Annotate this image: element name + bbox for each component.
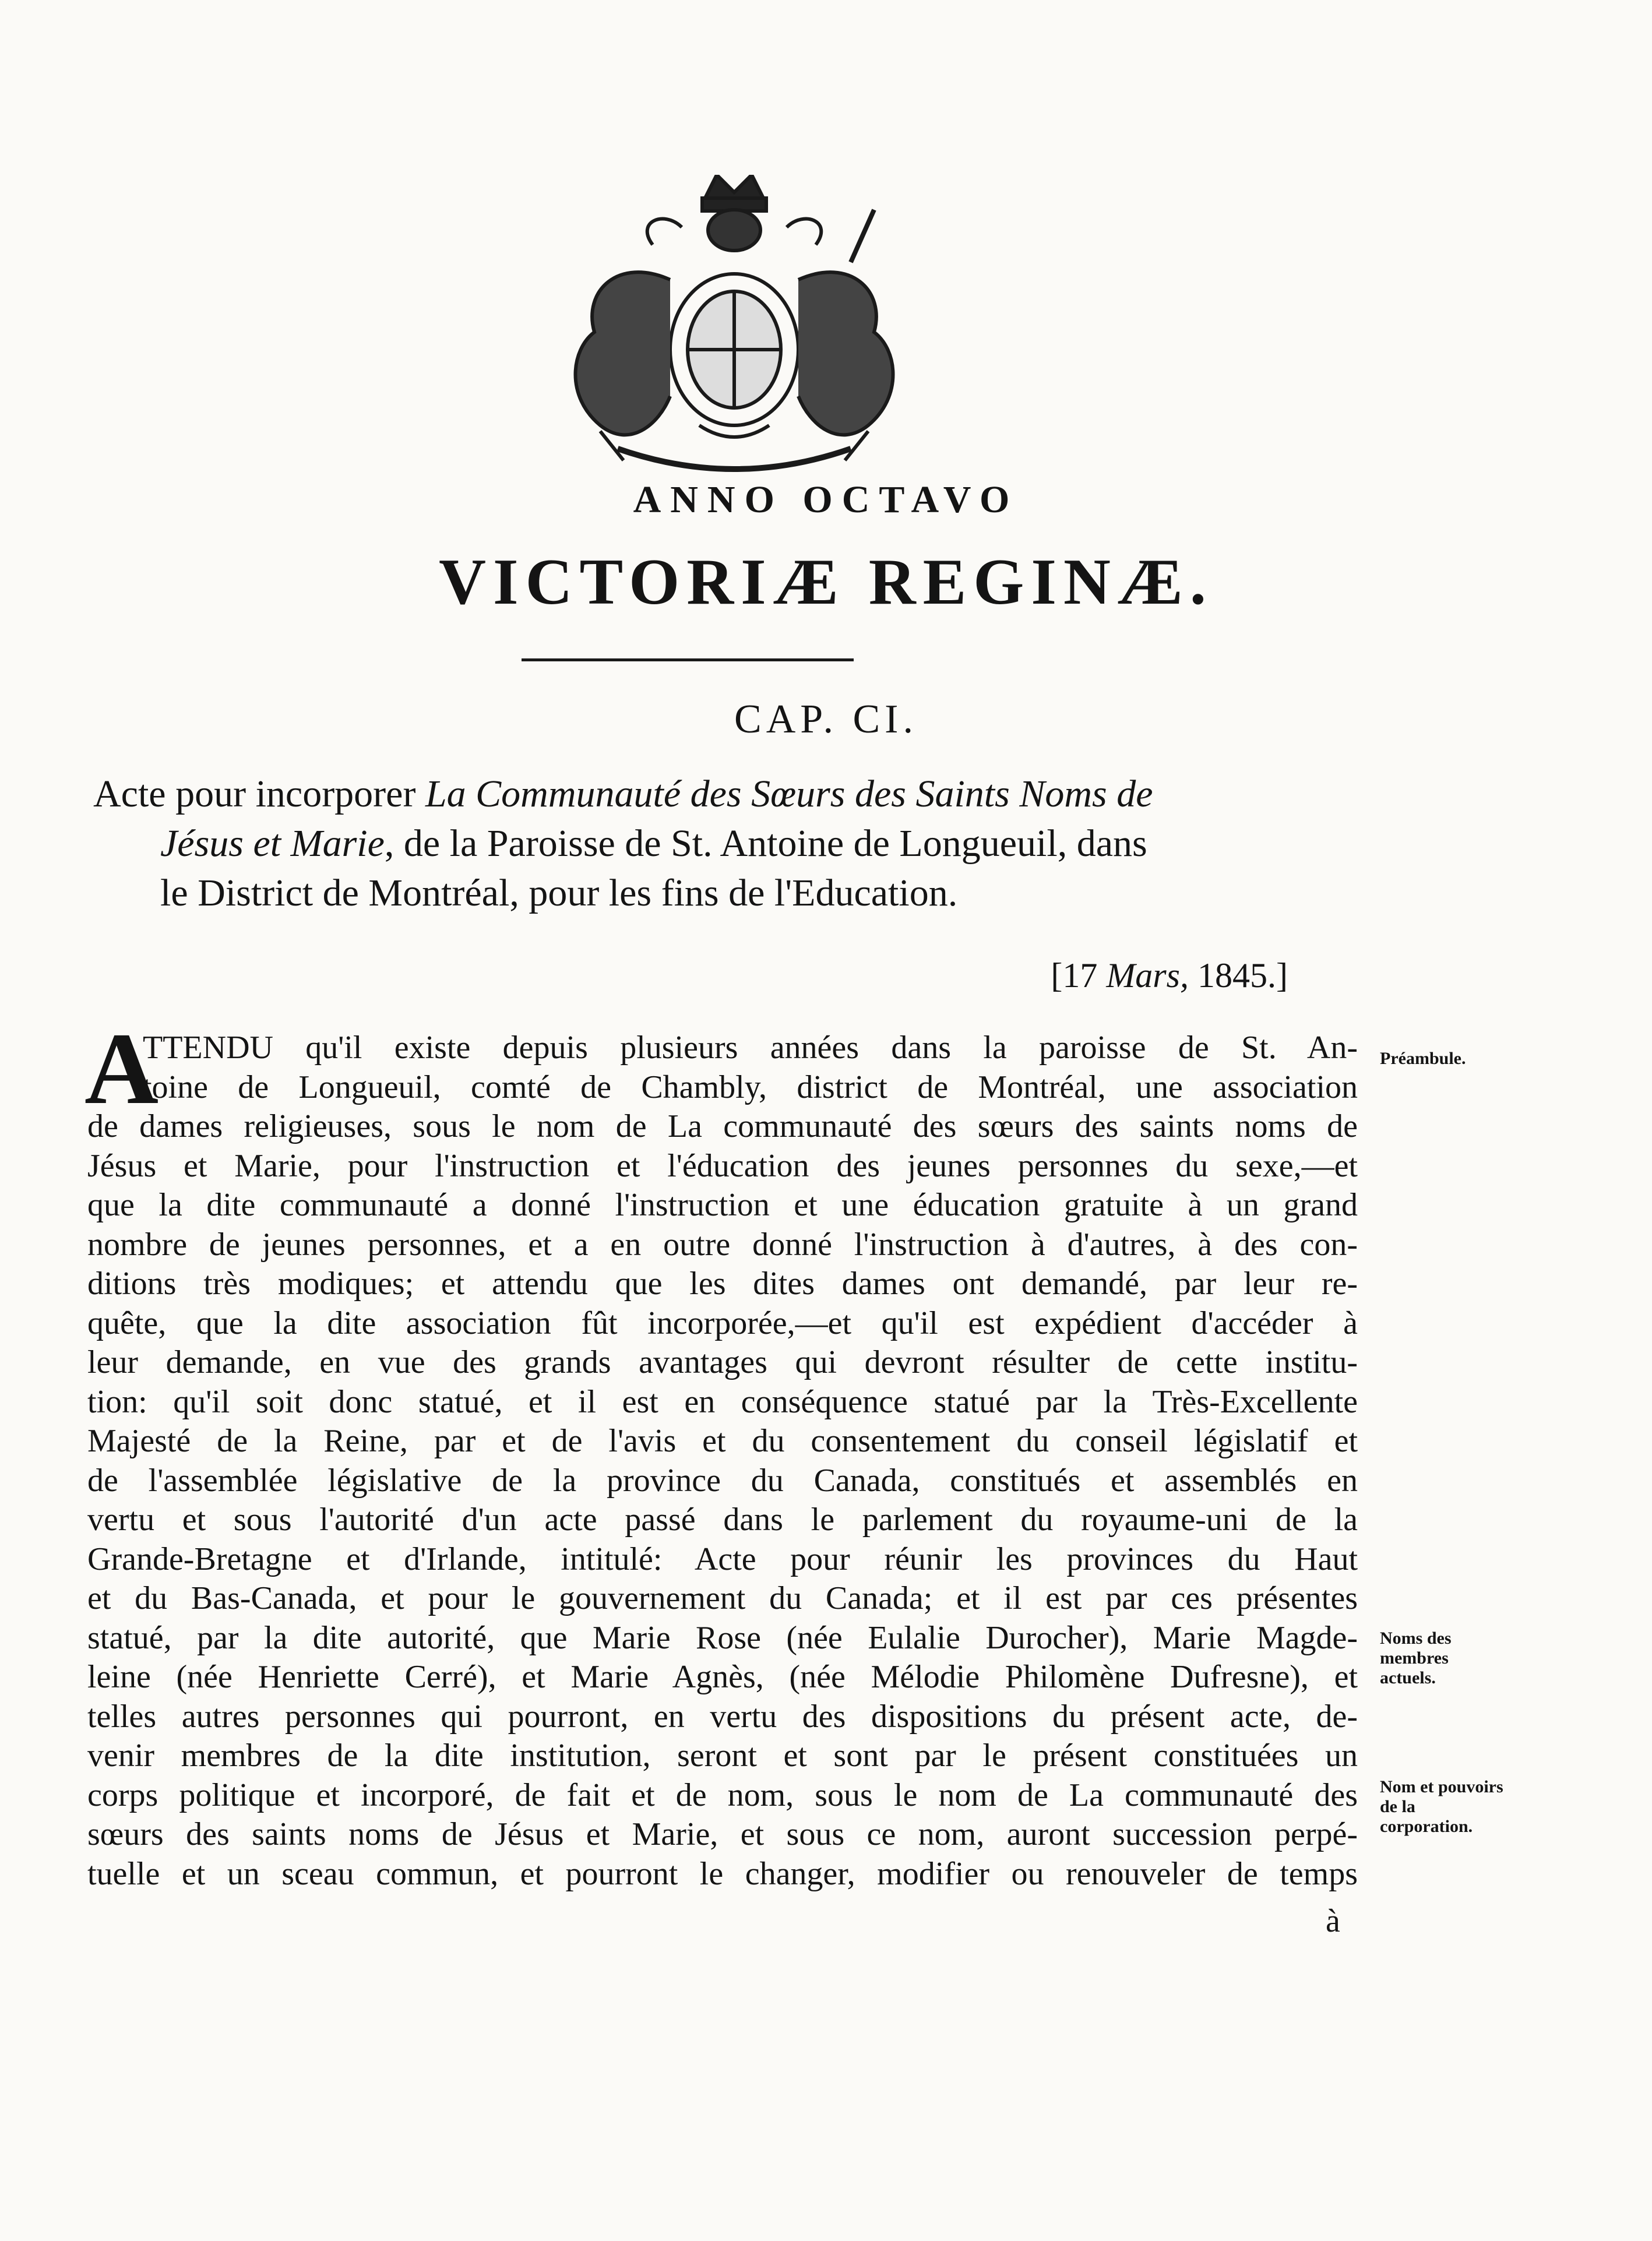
body-line: sœurs des saints noms de Jésus et Marie, et sous ce nom, auront succession perpé- [87,1816,1358,1852]
chapter-number: CAP. CI. [734,697,918,742]
body-line: statué, par la dite autorité, que Marie Rose (née Eulalie Durocher), Marie Magde- [87,1619,1358,1656]
body-line: Grande-Bretagne et d'Irlande, intitulé: Acte pour réunir les provinces du Haut [87,1541,1358,1577]
body-line: Majesté de la Reine, par et de l'avis et du consentement du conseil législatif et [87,1423,1358,1459]
act-body-text [87,1028,1358,1894]
body-line: que la dite communauté a donné l'instruction et une éducation gratuite à un grand [87,1187,1358,1223]
margin-note-powers: Nom et pouvoirs de la corporation. [1380,1777,1503,1836]
divider-rule [522,658,854,661]
margin-note-members: Noms des membres actuels. [1380,1629,1452,1687]
assent-date [0,956,1288,996]
body-line: leur demande, en vue des grands avantages qui devront résulter de cette institu- [87,1344,1358,1380]
act-title-line-2 [93,819,1399,868]
date-prefix: [17 [1051,956,1107,995]
body-line: TTENDU qu'il existe depuis plusieurs années dans la paroisse de St. An- [143,1030,1358,1066]
body-line: telles autres personnes qui pourront, en vertu des dispositions du présent acte, de- [87,1698,1358,1735]
act-title-italic-name: Jésus et Marie [160,822,385,865]
body-line: de dames religieuses, sous le nom de La communauté des sœurs des saints noms de [87,1108,1358,1144]
body-line: corps politique et incorporé, de fait et de nom, sous le nom de La communauté des [87,1777,1358,1813]
catchword: à [1326,1903,1340,1939]
body-line: et du Bas-Canada, et pour le gouvernement du Canada; et il est par ces présentes [87,1580,1358,1616]
date-suffix: 1845.] [1189,956,1288,995]
act-title-text: Acte pour incorporer [93,773,425,815]
body-line: quête, que la dite association fût incorporée,—et qu'il est expédient d'accéder à [87,1305,1358,1341]
act-title-line-1 [93,769,1399,819]
date-month: Mars, [1106,956,1189,995]
body-line: Jésus et Marie, pour l'instruction et l'éducation des jeunes personnes du sexe,—et [87,1147,1358,1184]
body-line: de l'assemblée législative de la province du Canada, constitués et assemblés en [87,1462,1358,1499]
body-line: ditions très modiques; et attendu que les dites dames ont demandé, par leur re- [87,1266,1358,1302]
body-line: vertu et sous l'autorité d'un acte passé dans le parlement du royaume-uni de la [87,1502,1358,1538]
act-title [93,769,1399,918]
body-line: venir membres de la dite institution, seront et sont par le présent constituées un [87,1738,1358,1774]
margin-note-preamble: Préambule. [1380,1049,1466,1068]
heading-victoriae-reginae: VICTORIÆ REGINÆ. [439,546,1213,618]
body-line: nombre de jeunes personnes, et a en outre donné l'instruction à d'autres, à des con- [87,1226,1358,1263]
act-title-italic-name: La Communauté des Sœurs des Saints Noms de [425,773,1153,815]
body-line: tion: qu'il soit donc statué, et il est en conséquence statué par la Très-Excellente [87,1383,1358,1420]
heading-anno-octavo: ANNO OCTAVO [633,478,1019,521]
act-title-text: , de la Paroisse de St. Antoine de Longueuil, dans [384,822,1147,865]
drop-cap: A [84,1012,159,1126]
act-title-line-3: le District de Montréal, pour les fins de l'Education. [160,872,958,914]
royal-coat-of-arms [548,175,921,484]
body-line: tuelle et un sceau commun, et pourront le changer, modifier ou renouveler de temps [87,1855,1358,1892]
body-line: toine de Longueuil, comté de Chambly, district de Montréal, une association [143,1069,1358,1105]
body-line: leine (née Henriette Cerré), et Marie Agnès, (née Mélodie Philomène Dufresne), et [87,1659,1358,1695]
